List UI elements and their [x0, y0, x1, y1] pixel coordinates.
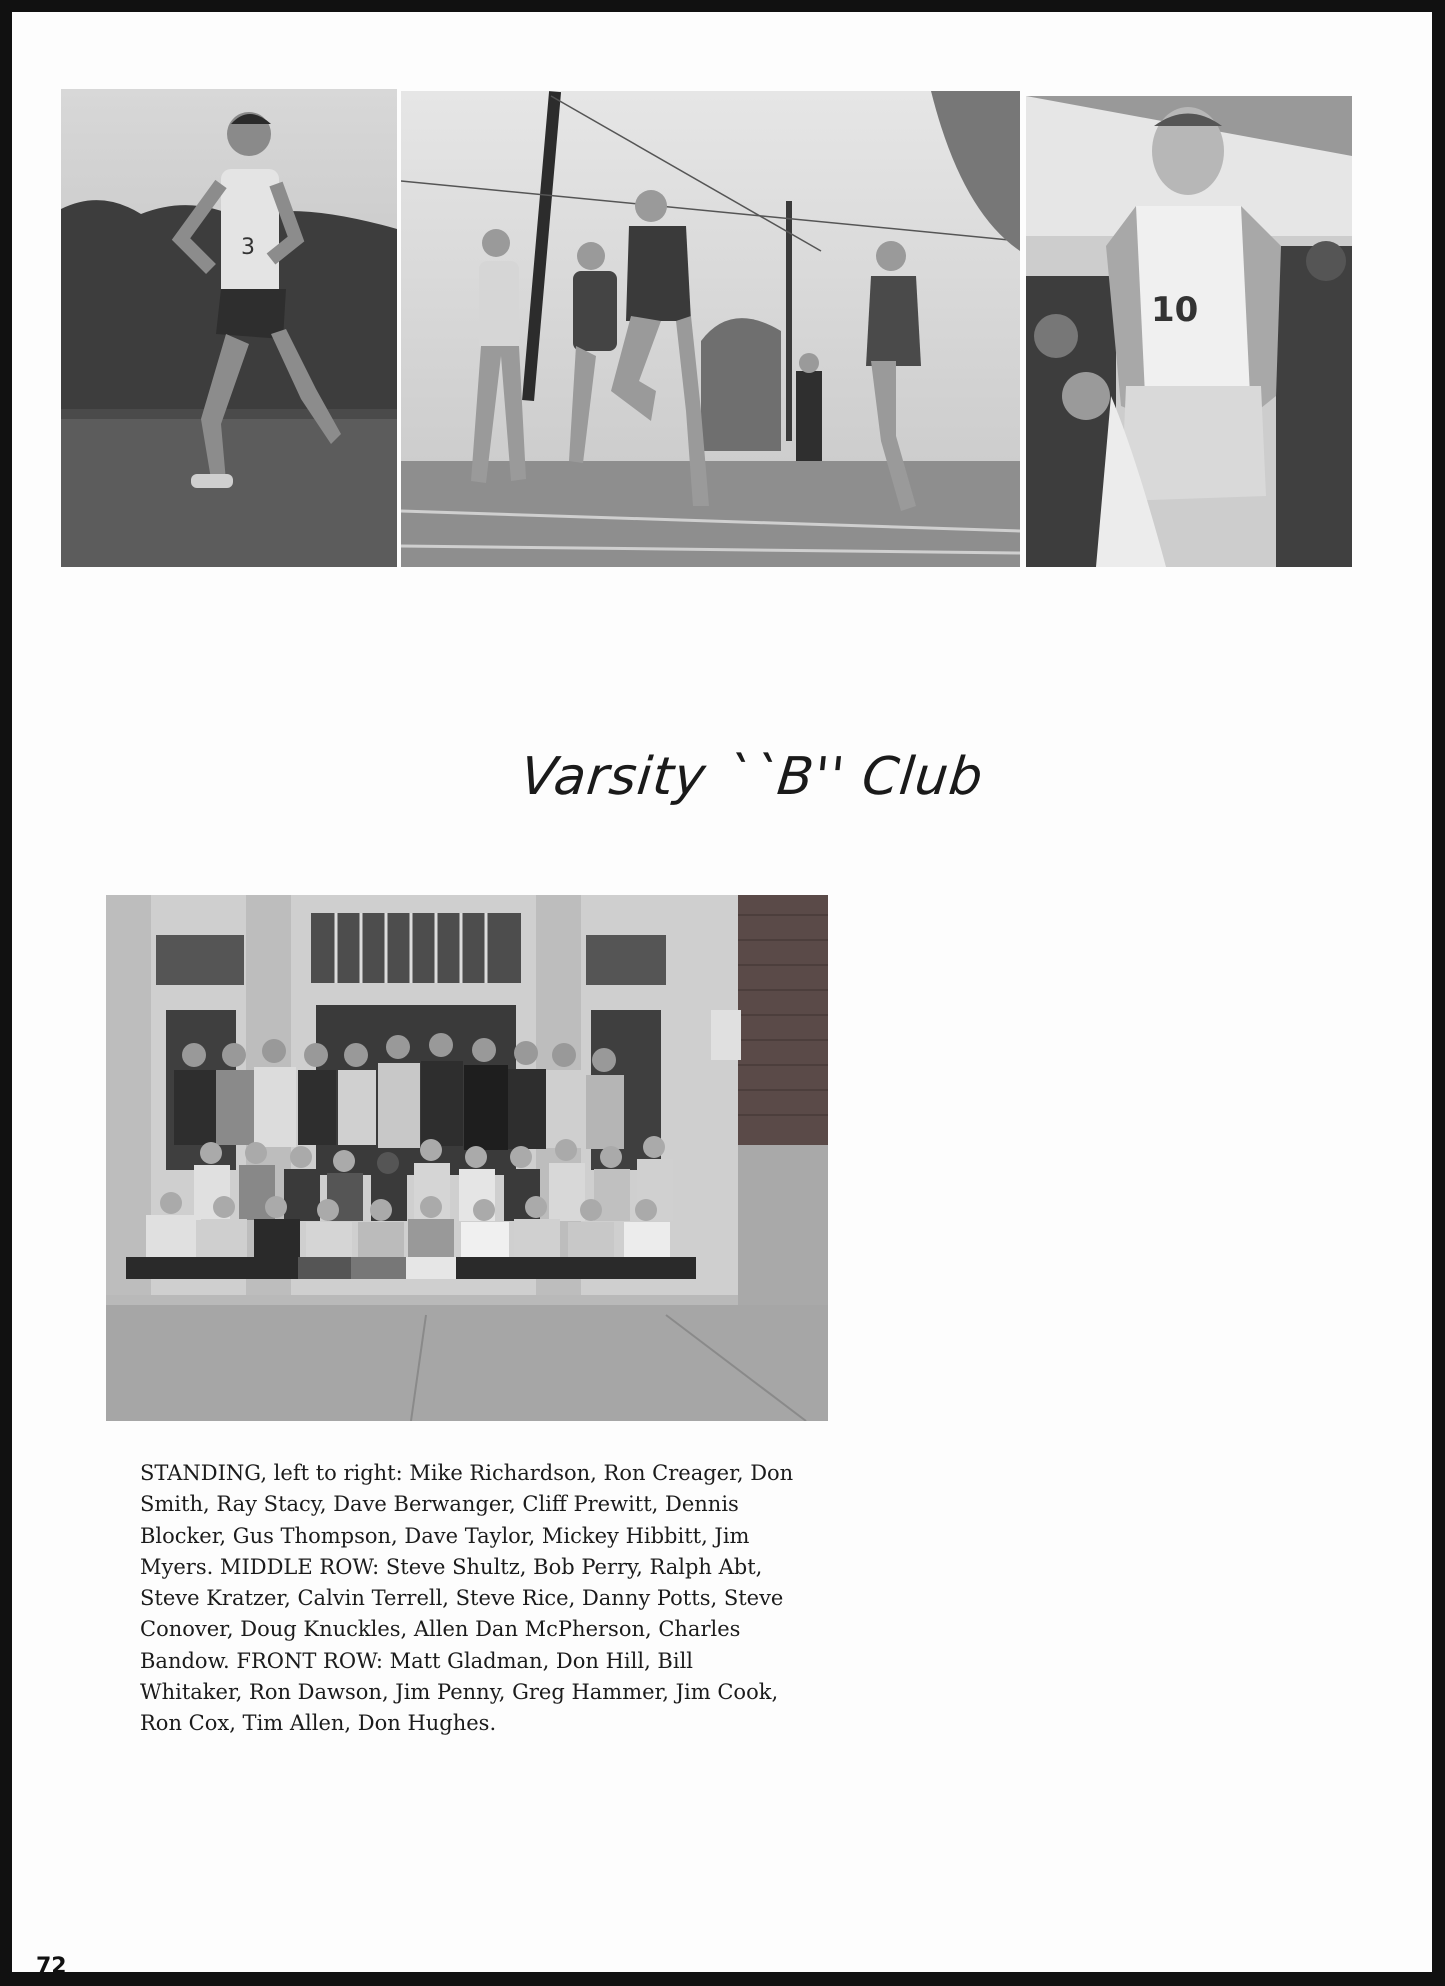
- yearbook-page: [12, 12, 1432, 1972]
- page-title: Varsity ``B'' Club: [517, 746, 987, 807]
- sprint-race-photo: [401, 91, 1020, 567]
- runner-photo: [61, 89, 397, 567]
- group-photo: [106, 895, 828, 1421]
- basketball-player-photo: [1026, 96, 1352, 567]
- page-number: 72: [36, 1954, 67, 1972]
- player-jersey-number: 10: [1151, 290, 1199, 330]
- runner-jersey-number: 3: [241, 235, 255, 260]
- photo-caption: STANDING, left to right: Mike Richardson, Ron Creager, Don Smith, Ray Stacy, Dave Berwanger, Cliff Prewitt, Dennis Blocker, Gus Thompson, Dave Taylor, Mickey Hibbitt, Jim Myers. MIDDLE ROW: Steve Shultz, Bob Perry, Ralph Abt, Steve Kratzer, Calvin Terrell, Steve Rice, Danny Potts, Steve Conover, Doug Knuckles, Allen Dan McPherson, Charles Bandow. FRONT ROW: Matt Gladman, Don Hill, Bill Whitaker, Ron Dawson, Jim Penny, Greg Hammer, Jim Cook, Ron Cox, Tim Allen, Don Hughes.: [140, 1461, 794, 1736]
